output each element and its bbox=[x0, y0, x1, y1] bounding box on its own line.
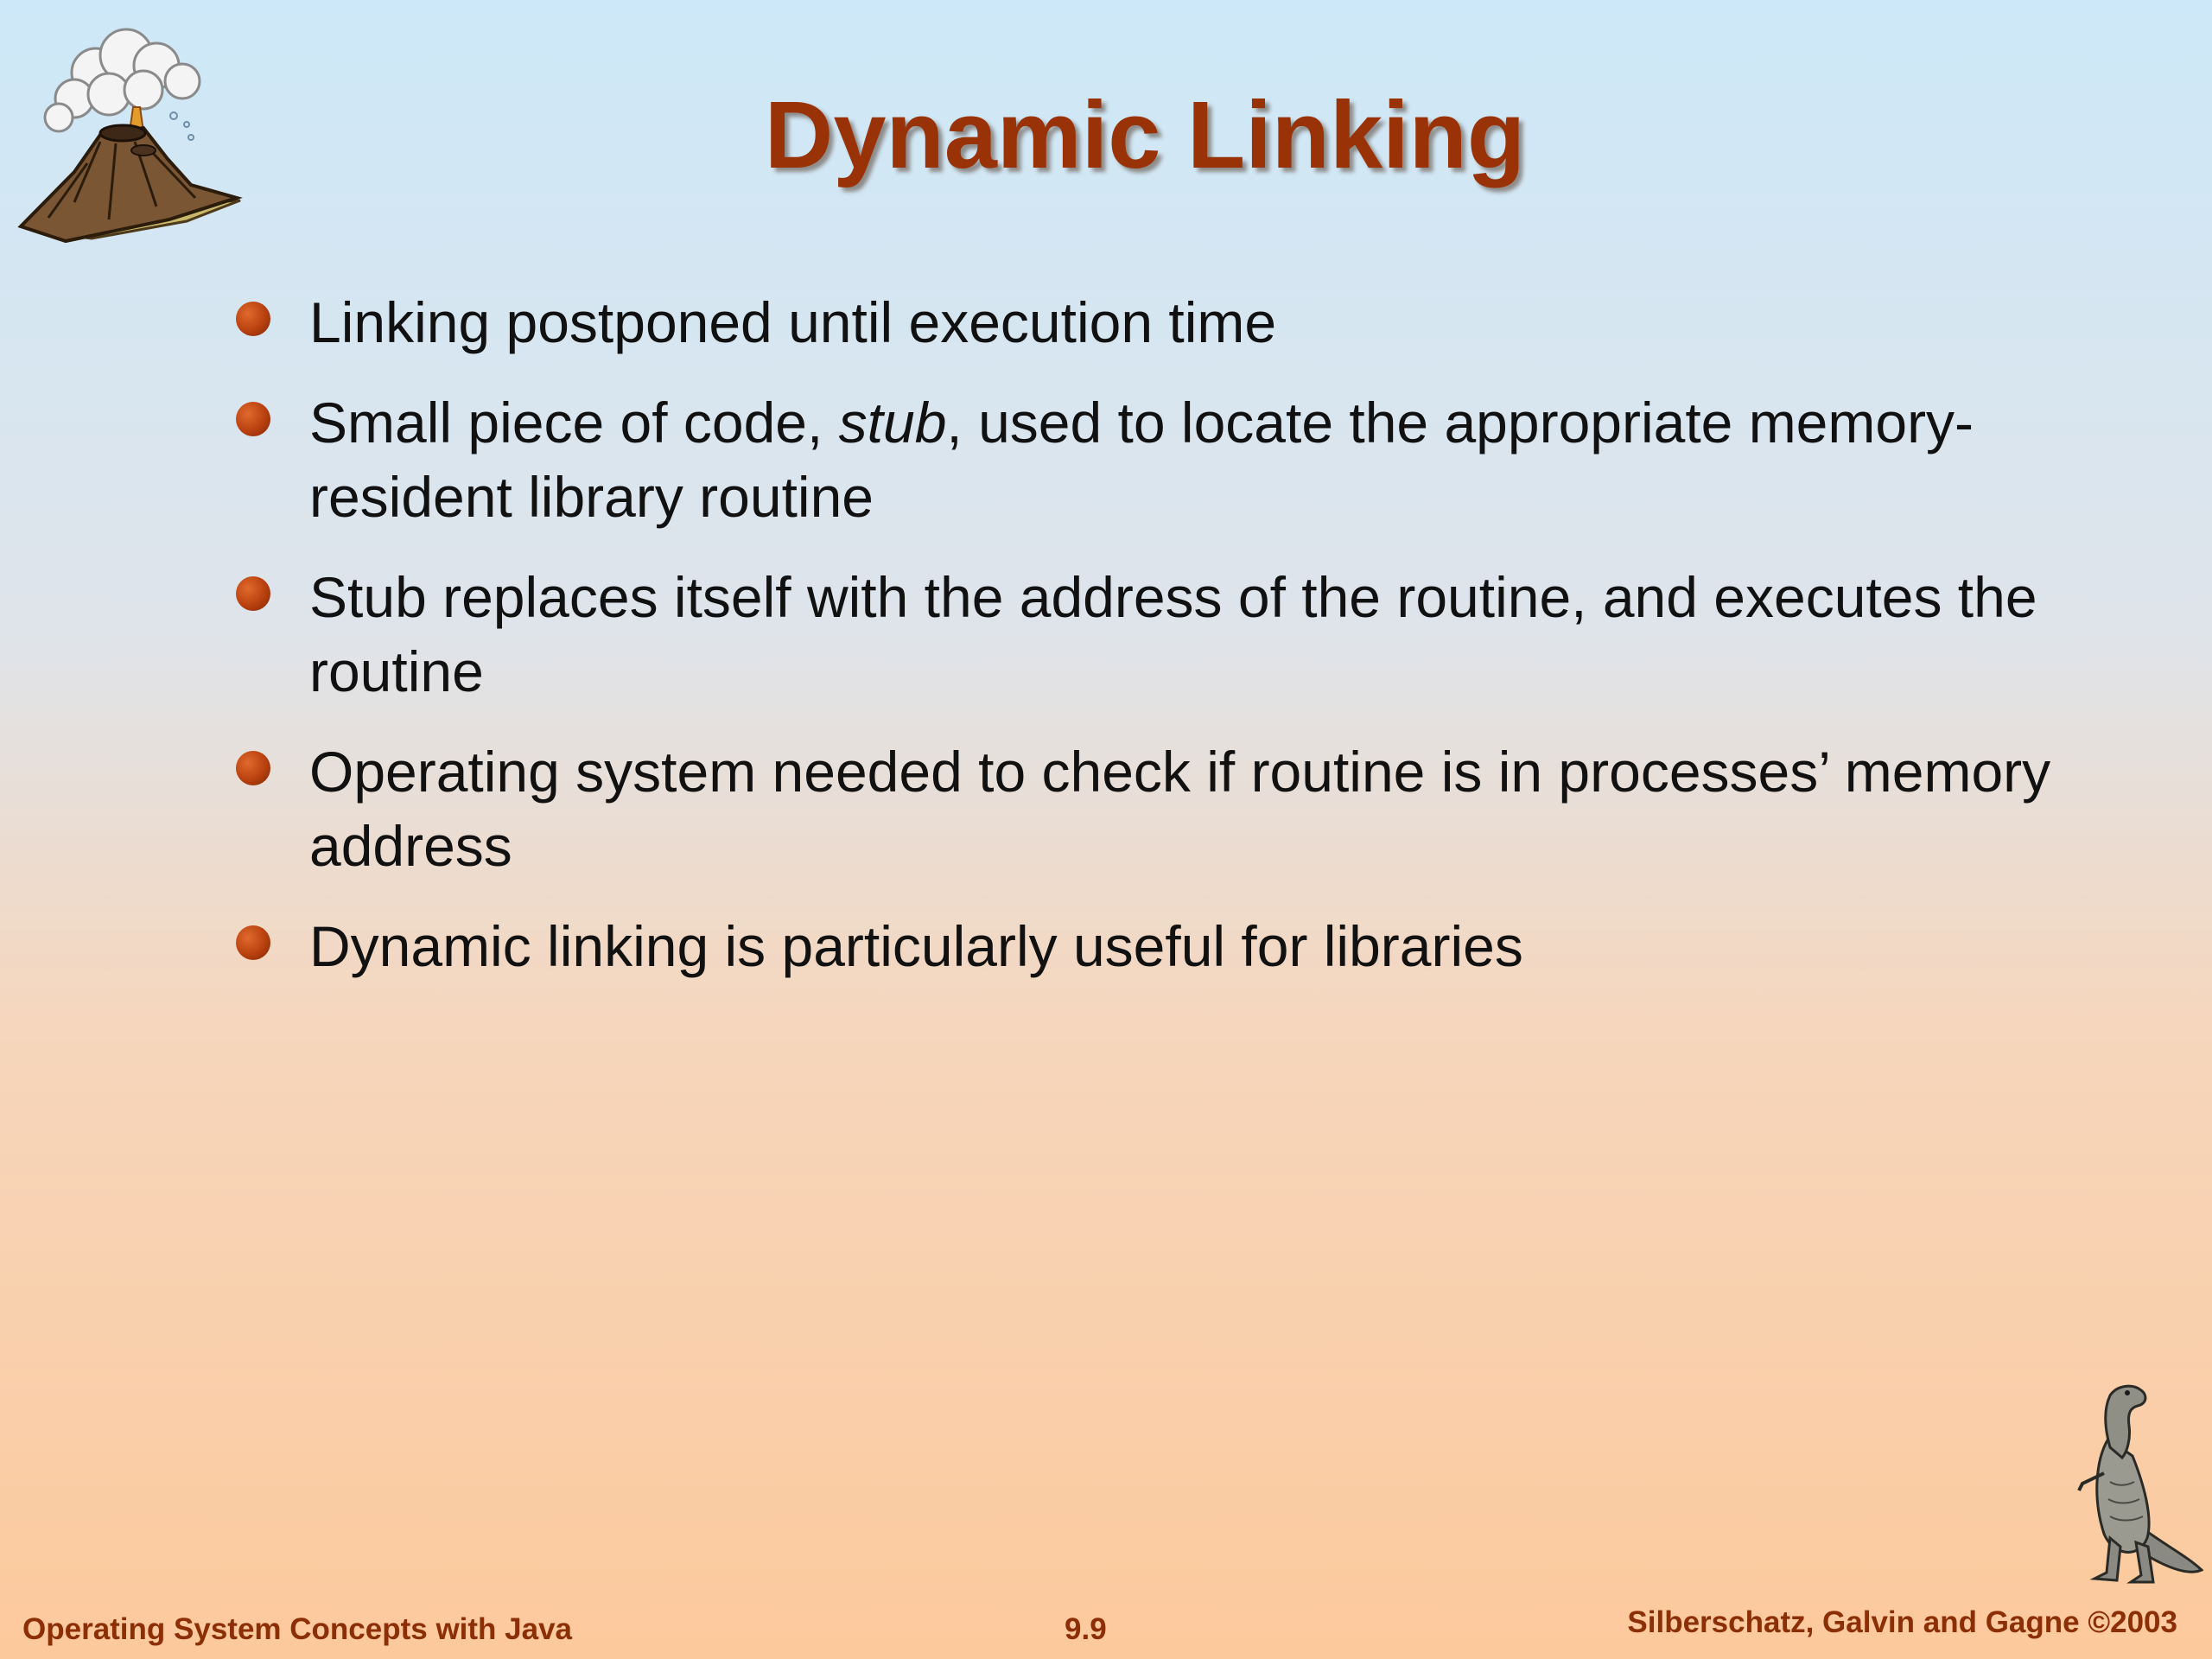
footer-book-title: Operating System Concepts with Java bbox=[22, 1612, 573, 1646]
bullet-text: Stub replaces itself with the address of the routine, and executes the routine bbox=[309, 565, 2037, 703]
bullet-text: Operating system needed to check if routine is in processes’ memory address bbox=[309, 740, 2051, 878]
bullet-dot-icon bbox=[236, 402, 270, 436]
bullet-dot-icon bbox=[236, 925, 270, 960]
bullet-emphasis: stub bbox=[838, 391, 947, 454]
bullet-item bbox=[233, 385, 2091, 534]
bullet-text: Small piece of code, bbox=[309, 391, 839, 454]
footer-page-number: 9.9 bbox=[1065, 1612, 1107, 1646]
bullet-dot-icon bbox=[236, 751, 270, 785]
bullet-item bbox=[233, 734, 2091, 883]
bullet-dot-icon bbox=[236, 302, 270, 336]
slide-title: Dynamic Linking bbox=[764, 82, 1526, 188]
bullet-dot-icon bbox=[236, 576, 270, 611]
bullet-text: Dynamic linking is particularly useful for libraries bbox=[309, 914, 1523, 978]
footer-copyright: Silberschatz, Galvin and Gagne ©2003 bbox=[1627, 1605, 2177, 1639]
bullet-item bbox=[233, 285, 2091, 359]
bullet-item bbox=[233, 909, 2091, 983]
bullet-list bbox=[233, 285, 2091, 1009]
dinosaur-icon bbox=[2056, 1378, 2203, 1594]
bullet-text: Linking postponed until execution time bbox=[309, 290, 1277, 354]
bullet-item bbox=[233, 560, 2091, 709]
bullet-text-after: , used to locate the appropriate memory-resident library routine bbox=[309, 391, 1974, 529]
